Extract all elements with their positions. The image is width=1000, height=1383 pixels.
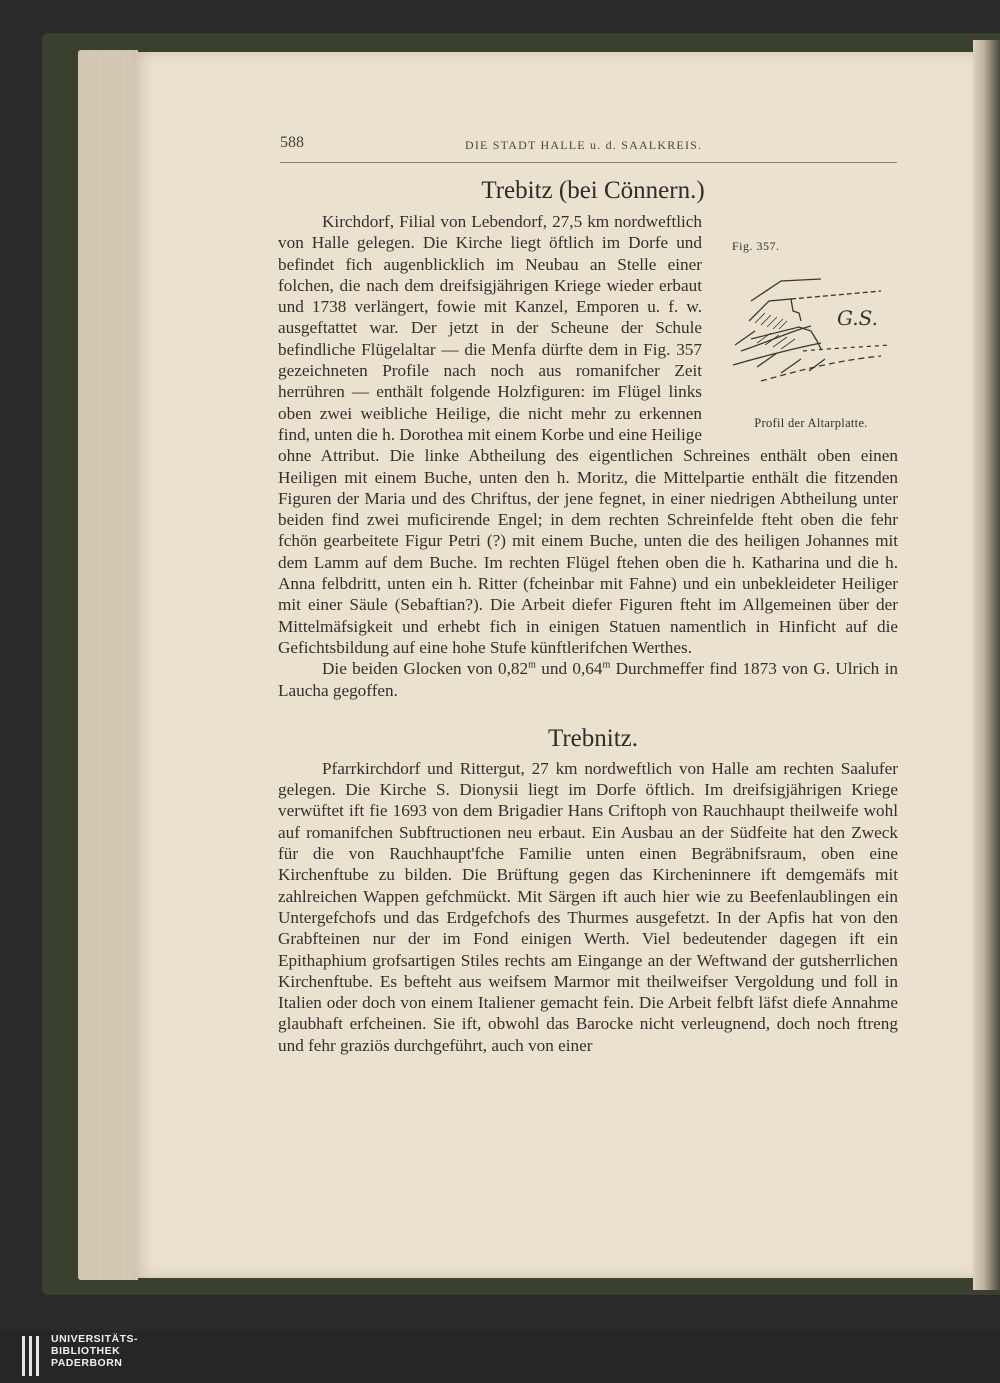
library-logo-text (51, 1333, 138, 1369)
page-content (278, 172, 898, 1056)
bells-text-a: Die beiden Glocken von 0,82 (322, 659, 529, 679)
logo-line-3: PADERBORN (51, 1357, 123, 1369)
paragraph-trebitz-main: Kirchdorf, Filial von Lebendorf, 27,5 km nordweftlich von Halle gelegen. Die Kirche liegt öftlich im Dorfe und befindet fich augenblicklich im Neubau an Stelle einer folchen, die nach dem dreifsigjährigen Kriege wieder erbaut und 1738 verlängert, fowie mit Kanzel, Emporen u. f. w. ausgeftattet war. Der jetzt in der Scheune der Schule befindliche Flügelaltar — die Menfa dürfte dem in Fig. 357 gezeichneten Profile nach noch aus romanifcher Zeit herrühren — enthält folgende Holzfiguren: im Flügel links oben zwei weibliche Heilige, die nicht mehr zu erkennen find, unten die h. Dorothea mit einem Korbe und eine Heilige ohne Attribut. Die linke Abtheilung des eigentlichen Schreines enthält oben einen Heiligen mit einem Buche, unten den h. Moritz, die Mittelpartie enthält die fitzenden Figuren der Maria und des Chriftus, der jene fegnet, in einer niedrigen Abtheilung unter beiden find zwei muficirende Engel; in dem rechten Schreinfelde fteht oben die fehr fchön gearbeitete Figur Petri (?) mit einem Buche, unten die des heiligen Johannes mit dem Lamm auf dem Buche. Im rechten Flügel ftehen oben die h. Katharina und die h. Anna felbdritt, unten ein h. Ritter (fcheinbar mit Fahne) und ein unbekleideter Heiliger mit einer Säule (Sebaftian?). Die Arbeit diefer Figuren fteht im Allgemeinen über der Mittelmäfsigkeit und erhebt fich in einigen Statuen namentlich in Hinficht auf die Gefichtsbildung auf eine hohe Stufe künftlerifchen Werthes. (278, 212, 898, 657)
paragraph-trebitz-bells (278, 658, 898, 701)
page-number: 588 (280, 134, 304, 151)
section-heading-trebitz: Trebitz (bei Cönnern.) (481, 177, 705, 204)
figure-label: Fig. 357. (732, 239, 780, 253)
altar-profile-drawing (721, 261, 901, 401)
unit-sup-2: m (602, 659, 611, 671)
unit-sup-1: m (528, 659, 536, 671)
bells-text-c: Durchmeffer find 1873 von G. Ulrich in Laucha gegoffen. (278, 659, 898, 700)
library-footer (0, 1331, 1000, 1383)
logo-line-2: BIBLIOTHEK (51, 1345, 121, 1357)
running-head (280, 132, 897, 163)
running-title: DIE STADT HALLE u. d. SAALKREIS. (465, 138, 703, 152)
logo-line-1: UNIVERSITÄTS- (51, 1333, 139, 1345)
library-logo-icon (22, 1336, 43, 1380)
figure-caption: Profil der Altarplatte. (754, 415, 868, 430)
figure-initials: G.S. (837, 306, 878, 331)
paragraph-trebnitz-main: Pfarrkirchdorf und Rittergut, 27 km nordweftlich von Halle am rechten Saalufer gelegen. Die Kirche S. Dionysii liegt im Dorfe öftlich. Im dreifsigjährigen Kriege verwüftet ift fie 1693 von dem Brigadier Hans Criftoph von Rauchhaupt theilweife wohl auf romanifchen Subftructionen neu erbaut. Ein Ausbau an der Südfeite hat den Zweck für die von Rauchhaupt'fche Familie unten einen Begräbnifsraum, oben eine Kirchenftube zu bilden. Die Brüftung gegen das Kircheninnere ift demgemäfs mit zahlreichen Wappen gefchmückt. Mit Särgen ift auch hier wie zu Beefenlaublingen ein Untergefchofs und das Erdgefchofs des Thurmes ausgefetzt. In der Apfis hat von den Grabfteinen nur der im Fond einigen Werth. Viel bedeutender dagegen ift ein Epithaphium grofsartigen Stiles rechts am Eingange an der Weftwand der gutsherrlichen Kirchenftube. Es befteht aus weifsem Marmor mit theilweifser Vergoldung und foll in Italien oder doch von einem Italiener gemacht fein. Die Arbeit felbft läfst diefe Annahme glaubhaft erfcheinen. Sie ift, obwohl das Barocke nicht verleugnend, doch noch ftreng und fehr graziös durchgeführt, auch von einer (278, 758, 898, 1055)
bells-text-b: und 0,64 (535, 659, 603, 679)
page-edges (78, 50, 138, 1280)
figure-357 (716, 216, 906, 430)
facing-page-edge (973, 40, 1000, 1290)
section-heading-trebnitz: Trebnitz. (547, 724, 639, 752)
